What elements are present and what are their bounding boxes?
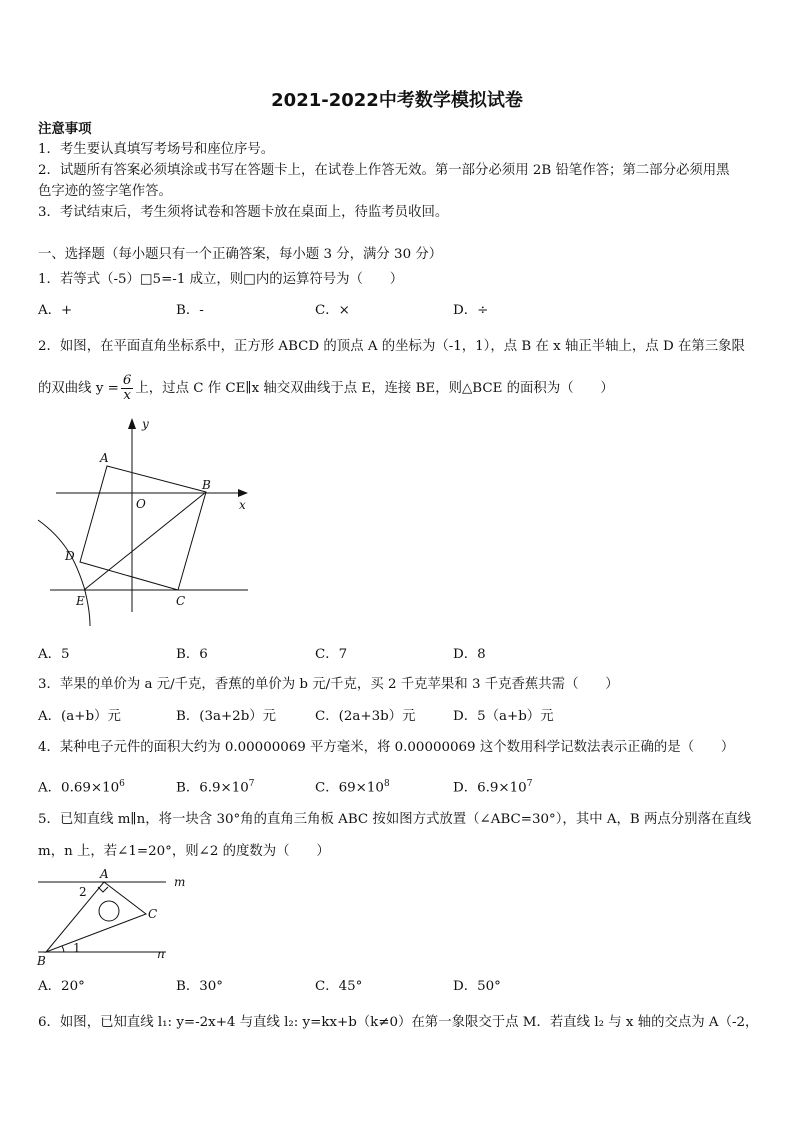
q5-triangle-figure [34,866,194,968]
q2-text-post: 上，过点 C 作 CE∥x 轴交双曲线于点 E，连接 BE，则△BCE 的面积为（ ） [135,381,614,396]
question-3-stem: 3．苹果的单价为 a 元/千克，香蕉的单价为 b 元/千克，买 2 千克苹果和 3 千克香蕉共需（ ） [38,677,619,692]
notice-heading: 注意事项 [38,121,92,137]
fraction [121,374,134,403]
q3-option-b: B．(3a+2b）元 [176,709,277,724]
q4-option-d-base: D．6.9×10 [453,780,527,796]
section-heading: 一、选择题（每小题只有一个正确答案，每小题 3 分，满分 30 分） [38,247,443,262]
label-angle-2: 2 [79,885,87,899]
notice-item: 色字迹的签字笔作答。 [38,184,172,199]
q5-option-b: B．30° [176,979,223,994]
label-d: D [65,549,75,563]
label-n: n [157,947,165,961]
x-axis-arrow [238,489,248,497]
q4-option-c [315,775,390,797]
q4-option-b [176,775,255,797]
q4-option-d [453,775,532,797]
q2-text-pre: 的双曲线 y = [38,381,119,396]
fraction-denominator: x [123,388,131,403]
question-2-stem: 2．如图，在平面直角坐标系中，正方形 ABCD 的顶点 A 的坐标为（-1，1），点 B 在 x 轴正半轴上，点 D 在第三象限 [38,339,745,354]
label-a: A [100,867,109,881]
hyperbola-curve [38,520,90,626]
q2-option-d: D．8 [453,647,486,662]
q1-option-a: A．+ [38,303,73,318]
q4-option-b-base: B．6.9×10 [176,780,249,796]
q3-option-c: C．(2a+3b）元 [315,709,416,724]
question-6-stem: 6．如图，已知直线 l₁: y=-2x+4 与直线 l₂: y=kx+b（k≠0）在第一象限交于点 M．若直线 l₂ 与 x 轴的交点为 A（-2， [38,1015,759,1030]
page-title: 2021-2022中考数学模拟试卷 [271,90,523,111]
label-e: E [76,594,85,608]
question-2-stem-cont [38,372,614,406]
triangle-abc [46,882,146,952]
question-5-stem: 5．已知直线 m∥n，将一块含 30°角的直角三角板 ABC 按如图方式放置（∠ABC=30°），其中 A，B 两点分别落在直线 [38,812,752,827]
q2-option-a: A．5 [38,647,70,662]
label-b: B [37,954,46,968]
question-5-stem-cont: m，n 上，若∠1=20°，则∠2 的度数为（ ） [38,844,330,859]
label-m: m [174,875,186,889]
label-angle-1: 1 [73,941,81,955]
q4-option-c-base: C．69×10 [315,780,384,796]
label-c: C [176,594,186,608]
q4-option-b-exp: 7 [248,779,255,789]
q2-coordinate-figure [36,412,256,632]
notice-item: 3．考试结束后，考生须将试卷和答题卡放在桌面上，待监考员收回。 [38,205,449,220]
q1-option-b: B．- [176,303,204,318]
q5-option-a: A．20° [38,979,85,994]
q1-option-d: D．÷ [453,303,489,318]
q2-option-c: C．7 [315,647,348,662]
fraction-numerator: 6 [122,373,132,388]
label-b: B [202,478,211,492]
q5-option-c: C．45° [315,979,363,994]
label-a: A [100,451,109,465]
q3-option-d: D．5（a+b）元 [453,709,554,724]
q4-option-a [38,775,125,797]
q5-option-d: D．50° [453,979,501,994]
label-y: y [142,417,149,431]
q2-option-b: B．6 [176,647,208,662]
triangle-hole [99,901,119,921]
q3-option-a: A．(a+b）元 [38,709,121,724]
question-1-stem: 1．若等式（-5）□5=-1 成立，则□内的运算符号为（ ） [38,272,404,287]
q4-option-d-exp: 7 [526,779,533,789]
angle-1-arc [62,946,64,952]
label-x: x [239,498,246,512]
y-axis-arrow [128,418,136,429]
question-4-stem: 4．某种电子元件的面积大约为 0.00000069 平方毫米，将 0.00000069 这个数用科学记数法表示正确的是（ ） [38,740,735,755]
square-abcd [80,466,206,590]
notice-item: 1．考生要认真填写考场号和座位序号。 [38,142,275,157]
q4-option-c-exp: 8 [383,779,390,789]
q4-option-a-base: A．0.69×10 [38,780,120,796]
notice-item: 2．试题所有答案必须填涂或书写在答题卡上，在试卷上作答无效。第一部分必须用 2B 铅笔作答；第二部分必须用黑 [38,163,730,178]
q4-option-a-exp: 6 [119,779,125,789]
q1-option-c: C．× [315,303,350,318]
label-c: C [148,907,158,921]
label-o: O [136,497,146,511]
